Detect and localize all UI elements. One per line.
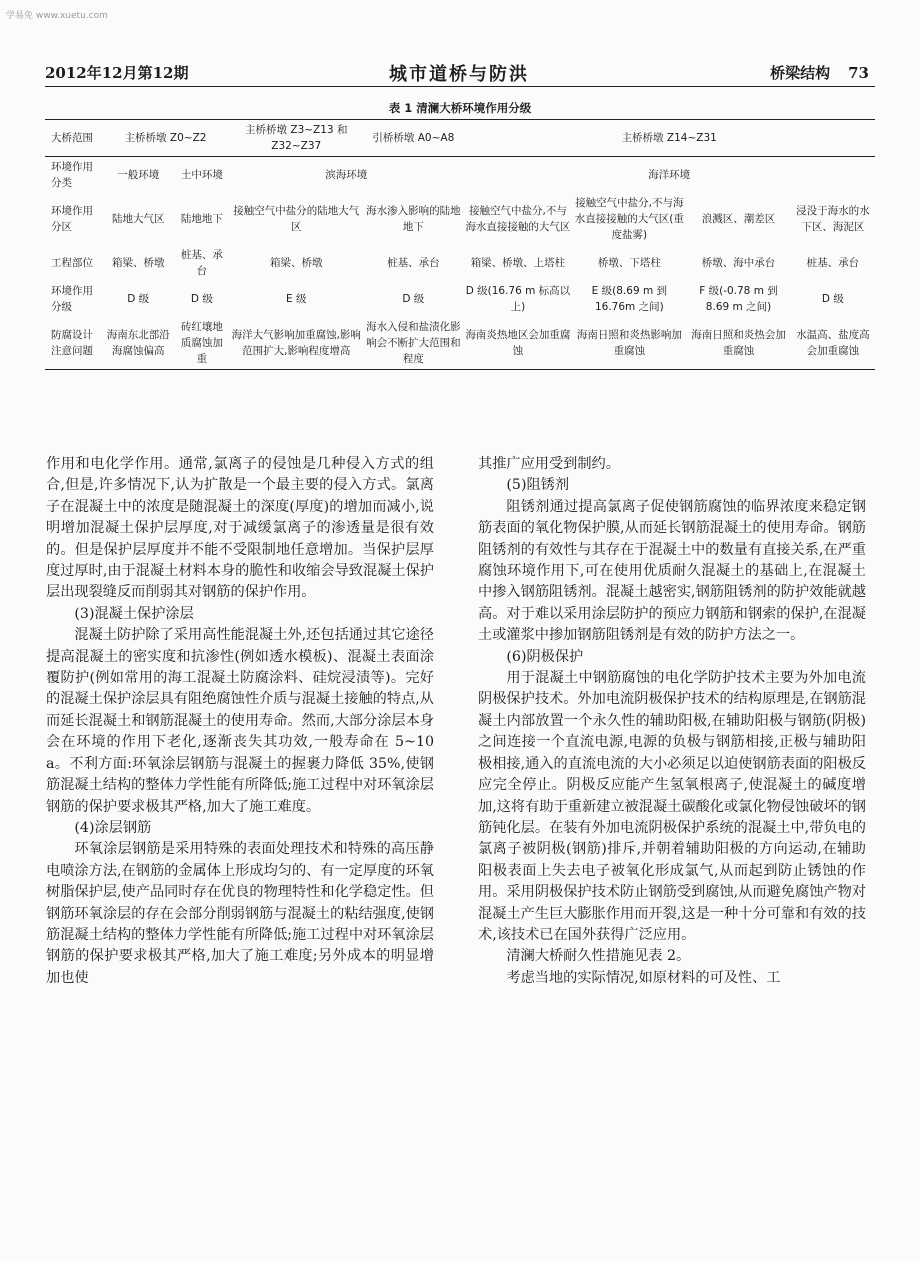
- section-heading: (6)阴极保护: [506, 648, 584, 665]
- section-heading: (5)阻锈剂: [506, 477, 570, 494]
- table-cell: 主桥桥墩 Z14~Z31: [621, 132, 717, 144]
- table-cell: D 级(16.76 m 标高以上): [465, 285, 571, 313]
- table-cell: 桩基、承台: [180, 249, 223, 277]
- watermark: 学易免 www.xuetu.com: [6, 11, 108, 21]
- paragraph: 阻锈剂通过提高氯离子促使钢筋腐蚀的临界浓度来稳定钢筋表面的氧化物保护膜,从而延长钢筋混凝土的使用寿命。钢筋阻锈剂的有效性与其存在于混凝土中的数量有直接关系,在严重腐蚀环境作用下,可在使用优质耐久混凝土的基础上,在混凝土中掺入钢筋阻锈剂。混凝土越密实,钢筋阻锈剂的防护效能就越高。对于难以采用涂层防护的预应力钢筋和钢索的保护,在混凝土或灌浆中掺加钢筋阻锈剂是有效的防护方法之一。: [478, 498, 866, 644]
- row-label: 环境作用分类: [51, 161, 93, 189]
- table-cell: 一般环境: [117, 169, 160, 181]
- table-cell: 海南日照和炎热会加重腐蚀: [691, 329, 786, 357]
- table-caption: 表 1 清澜大桥环境作用分级: [388, 101, 532, 115]
- table-cell: D 级: [127, 293, 150, 305]
- paragraph: 环氧涂层钢筋是采用特殊的表面处理技术和特殊的高压静电喷涂方法,在钢筋的金属体上形成均匀的、有一定厚度的环氧树脂保护层,使产品同时存在优良的物理特性和化学稳定性。但钢筋环氧涂层的存在会部分削弱钢筋与混凝土的粘结强度,使钢筋混凝土结构的整体力学性能有所降低;施工过程中对环氧涂层钢筋的保护要求极其严格,加大了施工难度;另外成本的明显增加也使: [46, 841, 434, 986]
- table-cell: 海洋大气影响加重腐蚀,影响范围扩大,影响程度增高: [231, 329, 361, 357]
- environment-table: [45, 119, 875, 370]
- table-cell: 海水渗入影响的陆地地下: [366, 205, 461, 233]
- section-name: 桥梁结构: [770, 64, 831, 82]
- table-cell: 桩基、承台: [387, 257, 440, 269]
- table-cell: 引桥桥墩 A0~A8: [372, 132, 455, 144]
- table-cell: 浪溅区、潮差区: [701, 213, 776, 225]
- table-cell: 箱梁、桥墩、上塔柱: [470, 257, 566, 269]
- table-cell: E 级(8.69 m 到 16.76m 之间): [591, 285, 668, 313]
- table-cell: 海南东北部沿海腐蚀偏高: [106, 329, 170, 357]
- table-cell: F 级(-0.78 m 到 8.69 m 之间): [699, 285, 778, 313]
- table-cell: 滨海环境: [325, 169, 368, 181]
- paragraph: 清澜大桥耐久性措施见表 2。: [506, 948, 691, 965]
- table-cell: 接触空气中盐分,不与海水直接接触的大气区: [465, 205, 571, 233]
- table-row: [45, 157, 875, 194]
- table-cell: 土中环境: [180, 169, 223, 181]
- table-cell: 砖红壤地质腐蚀加重: [180, 321, 223, 365]
- table-row: [45, 245, 875, 281]
- paragraph: 混凝土防护除了采用高性能混凝土外,还包括通过其它途径提高混凝土的密实度和抗渗性(例如透水模板)、混凝土表面涂覆防护(例如常用的海工混凝土防腐涂料、硅烷浸渍等)。完好的混凝土保护涂层具有阻绝腐蚀性介质与混凝土接触的特点,从而延长混凝土和钢筋混凝土的使用寿命。然而,大部分涂层本身会在环境的作用下老化,逐渐丧失其功效,一般寿命在 5~10 a。不利方面:环氧涂层钢筋与混凝土的握裹力降低 35%,使钢筋混凝土结构的整体力学性能有所降低;施工过程中对环氧涂层钢筋的保护要求极其严格,加大了施工难度。: [46, 627, 434, 815]
- table-cell: 主桥桥墩 Z3~Z13 和 Z32~Z37: [245, 124, 348, 152]
- section-info: [770, 62, 869, 83]
- table-cell: 陆地大气区: [111, 213, 165, 225]
- table-cell: 桥墩、海中承台: [701, 257, 776, 269]
- left-column: [46, 454, 434, 989]
- table-cell: 主桥桥墩 Z0~Z2: [124, 132, 207, 144]
- table-row: [45, 193, 875, 245]
- right-column: [478, 454, 866, 989]
- row-label: 防腐设计注意问题: [51, 329, 93, 357]
- table-cell: 桩基、承台: [806, 257, 860, 269]
- table-cell: D 级: [402, 293, 425, 305]
- table-row: [45, 317, 875, 370]
- page-number: 73: [848, 64, 869, 82]
- table-row: [45, 120, 875, 157]
- issue-info: 2012年12月第12期: [45, 64, 189, 82]
- table-cell: 海洋环境: [648, 169, 691, 181]
- table-cell: 接触空气中盐分,不与海水直接接触的大气区(重度盐雾): [574, 197, 684, 241]
- paragraph: 考虑当地的实际情况,如原材料的可及性、工: [506, 969, 781, 986]
- table-cell: E 级: [286, 293, 307, 305]
- table-cell: 海水入侵和盐渍化影响会不断扩大范围和程度: [366, 321, 461, 365]
- section-heading: (4)涂层钢筋: [74, 819, 152, 836]
- table-cell: 箱梁、桥墩: [270, 257, 323, 269]
- row-label: 大桥范围: [51, 132, 93, 144]
- paragraph: 其推广应用受到制约。: [478, 456, 620, 472]
- page-header: [45, 60, 875, 87]
- paragraph: 作用和电化学作用。通常,氯离子的侵蚀是几种侵入方式的组合,但是,许多情况下,认为扩散是一个最主要的侵入方式。氯离子在混凝土中的浓度是随混凝土的深度(厚度)的增加而减小,说明增加混凝土保护层厚度,对于减缓氯离子的渗透量是很有效的。但是保护层厚度并不能不受限制地任意增加。当保护层厚度过厚时,由于混凝土材料本身的脆性和收缩会导致混凝土保护层出现裂缝反而削弱其对钢筋的保护作用。: [46, 456, 434, 601]
- row-label: 环境作用分区: [51, 205, 93, 233]
- table-cell: 浸没于海水的水下区、海泥区: [796, 205, 870, 233]
- table-cell: 接触空气中盐分的陆地大气区: [233, 205, 360, 233]
- section-heading: (3)混凝土保护涂层: [74, 605, 194, 622]
- row-label: 环境作用分级: [51, 285, 93, 313]
- table-cell: D 级: [821, 293, 844, 305]
- row-label: 工程部位: [51, 257, 93, 269]
- table-cell: 桥墩、下塔柱: [597, 257, 661, 269]
- table-cell: 箱梁、桥墩: [111, 257, 165, 269]
- table-cell: 海南日照和炎热影响加重腐蚀: [576, 329, 682, 357]
- table-cell: D 级: [190, 293, 213, 305]
- table-row: [45, 281, 875, 317]
- paragraph: 用于混凝土中钢筋腐蚀的电化学防护技术主要为外加电流阴极保护技术。外加电流阴极保护技术的结构原理是,在钢筋混凝土内部放置一个永久性的辅助阳极,在辅助阳极与钢筋(阴极)之间连接一个直流电源,电源的负极与钢筋相接,正极与辅助阳极相接,通入的直流电流的大小必须足以迫使钢筋表面的阳极反应完全停止。阴极反应能产生氢氧根离子,使混凝土的碱度增加,这将有助于重新建立被混凝土碳酸化或氯化物侵蚀破坏的钢筋钝化层。在装有外加电流阴极保护系统的混凝土中,带负电的氯离子被阴极(钢筋)排斥,并朝着辅助阳极的方向运动,在辅助阳极表面上失去电子被氧化形成氯气,从而起到防止锈蚀的作用。采用阴极保护技术防止钢筋受到腐蚀,从而避免腐蚀产物对混凝土产生巨大膨胀作用而开裂,这是一种十分可靠和有效的技术,该技术已在国外获得广泛应用。: [478, 670, 866, 943]
- table-cell: 海南炎热地区会加重腐蚀: [465, 329, 571, 357]
- journal-title: 城市道桥与防洪: [389, 64, 529, 85]
- table-cell: 水温高、盐度高会加重腐蚀: [796, 329, 870, 357]
- table-cell: 陆地地下: [180, 213, 223, 225]
